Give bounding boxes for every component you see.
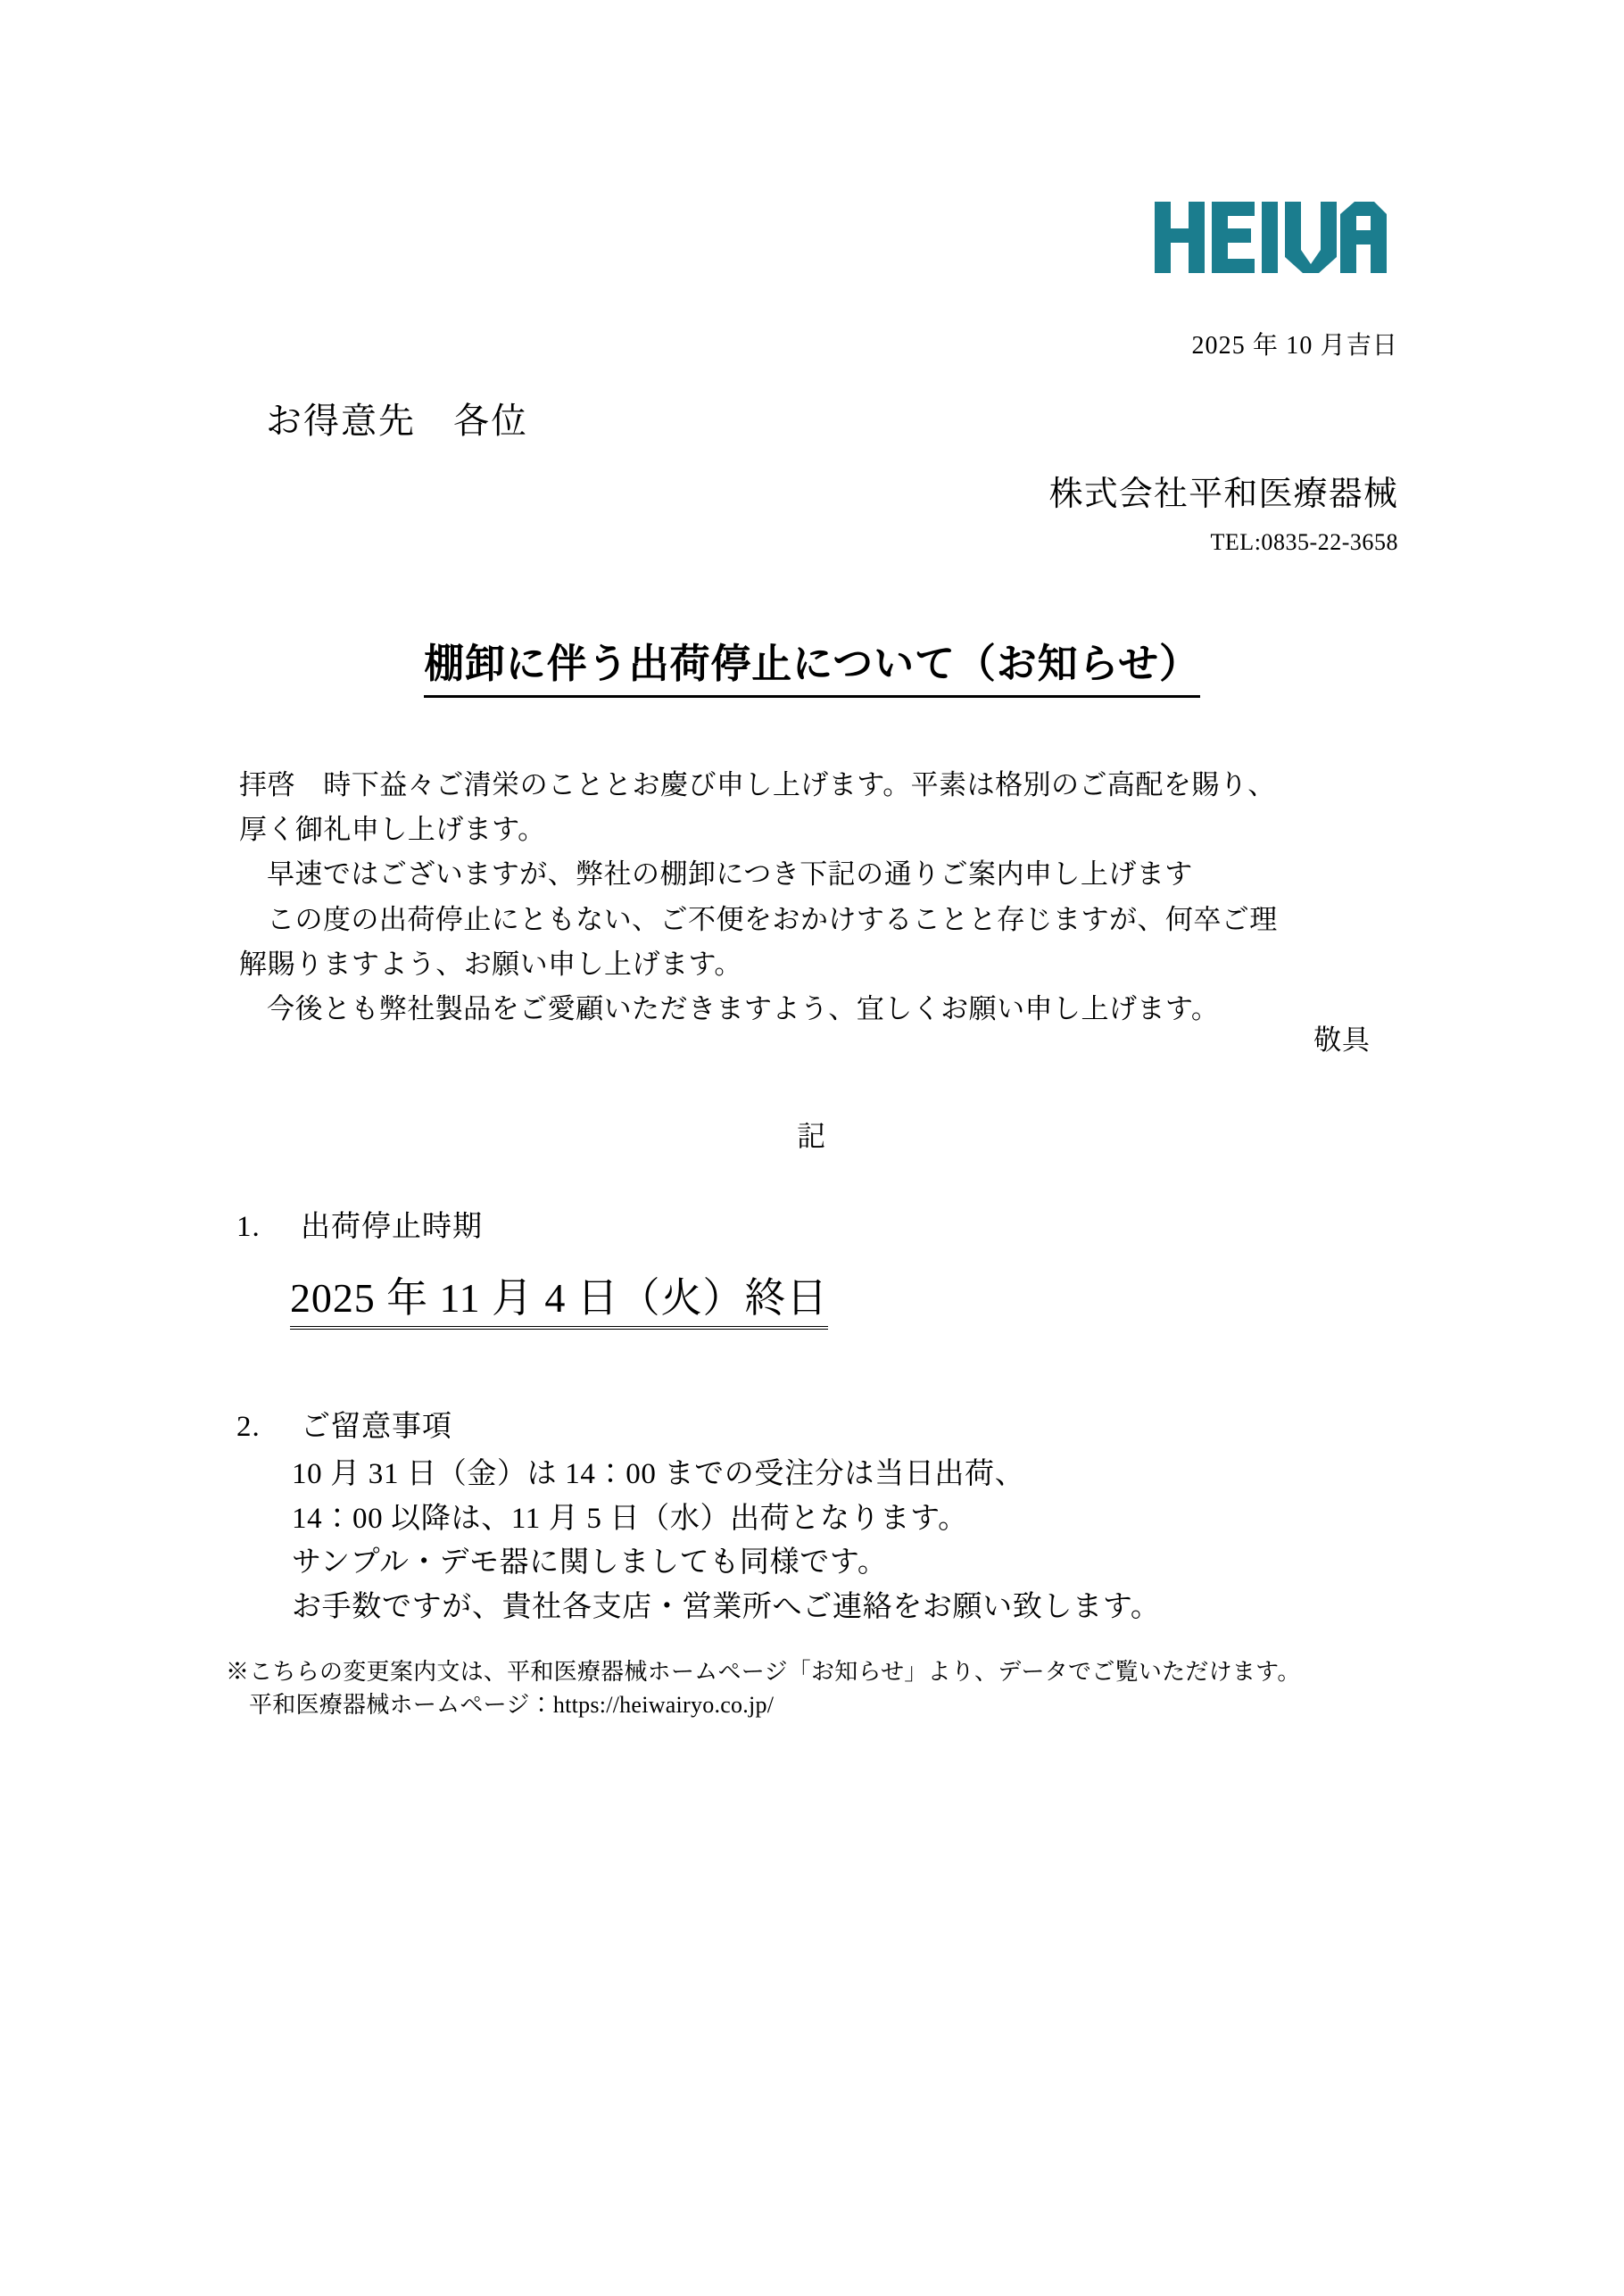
addressee-line: お得意先 各位 bbox=[266, 401, 528, 441]
list-item-2-heading: ご留意事項 bbox=[301, 1411, 452, 1443]
header-date: 2025 年 10 月吉日 bbox=[1191, 332, 1398, 360]
notes-detail-line-3: サンプル・デモ器に関しましても同様です。 bbox=[292, 1546, 888, 1579]
list-item-1-number: 1. bbox=[236, 1211, 261, 1243]
closing-salutation: 敬具 bbox=[1313, 1024, 1371, 1056]
body-paragraph-4: 今後とも弊社製品をご愛顧いただきますよう、宜しくお願い申し上げます。 bbox=[267, 993, 1220, 1025]
notes-detail-list bbox=[292, 1453, 1161, 1629]
document-title-text: 棚卸に伴う出荷停止について（お知らせ） bbox=[424, 642, 1200, 698]
body-paragraph-3-line-1: この度の出荷停止にともない、ご不便をおかけすることと存じますが、何卒ご理 bbox=[267, 903, 1278, 935]
notes-detail-line-2: 14：00 以降は、11 月 5 日（水）出荷となります。 bbox=[292, 1502, 968, 1535]
body-paragraph-2: 早速ではございますが、弊社の棚卸につき下記の通りご案内申し上げます bbox=[267, 858, 1193, 891]
document-title bbox=[0, 631, 1624, 689]
body-text bbox=[239, 763, 1390, 1032]
body-paragraph-1-line-2: 厚く御礼申し上げます。 bbox=[239, 814, 546, 846]
list-item-2-number: 2. bbox=[236, 1411, 261, 1443]
shipping-halt-date bbox=[290, 1265, 828, 1324]
footnote bbox=[226, 1656, 1301, 1722]
list-item-1-heading: 出荷停止時期 bbox=[301, 1211, 483, 1243]
footnote-line-1: ※こちらの変更案内文は、平和医療器械ホームページ「お知らせ」より、データでご覧いただけます。 bbox=[226, 1659, 1301, 1685]
notes-detail-line-4: お手数ですが、貴社各支店・営業所へご連絡をお願い致します。 bbox=[292, 1590, 1161, 1623]
list-item-1 bbox=[236, 1203, 483, 1245]
sender-company-name: 株式会社平和医療器械 bbox=[1048, 476, 1398, 513]
ki-marker: 記 bbox=[797, 1120, 827, 1152]
body-paragraph-3-line-2: 解賜りますよう、お願い申し上げます。 bbox=[239, 948, 742, 980]
list-item-2 bbox=[236, 1403, 452, 1445]
sender-telephone: TEL:0835-22-3658 bbox=[1210, 529, 1398, 555]
footnote-website-url: 平和医療器械ホームページ：https://heiwairyo.co.jp/ bbox=[249, 1691, 775, 1718]
notes-detail-line-1: 10 月 31 日（金）は 14：00 までの受注分は当日出荷、 bbox=[292, 1458, 1025, 1490]
heiwa-logo bbox=[1153, 198, 1407, 277]
shipping-halt-date-text: 2025 年 11 月 4 日（火）終日 bbox=[290, 1275, 828, 1330]
body-paragraph-1-line-1: 拝啓 時下益々ご清栄のこととお慶び申し上げます。平素は格別のご高配を賜り、 bbox=[239, 769, 1276, 800]
